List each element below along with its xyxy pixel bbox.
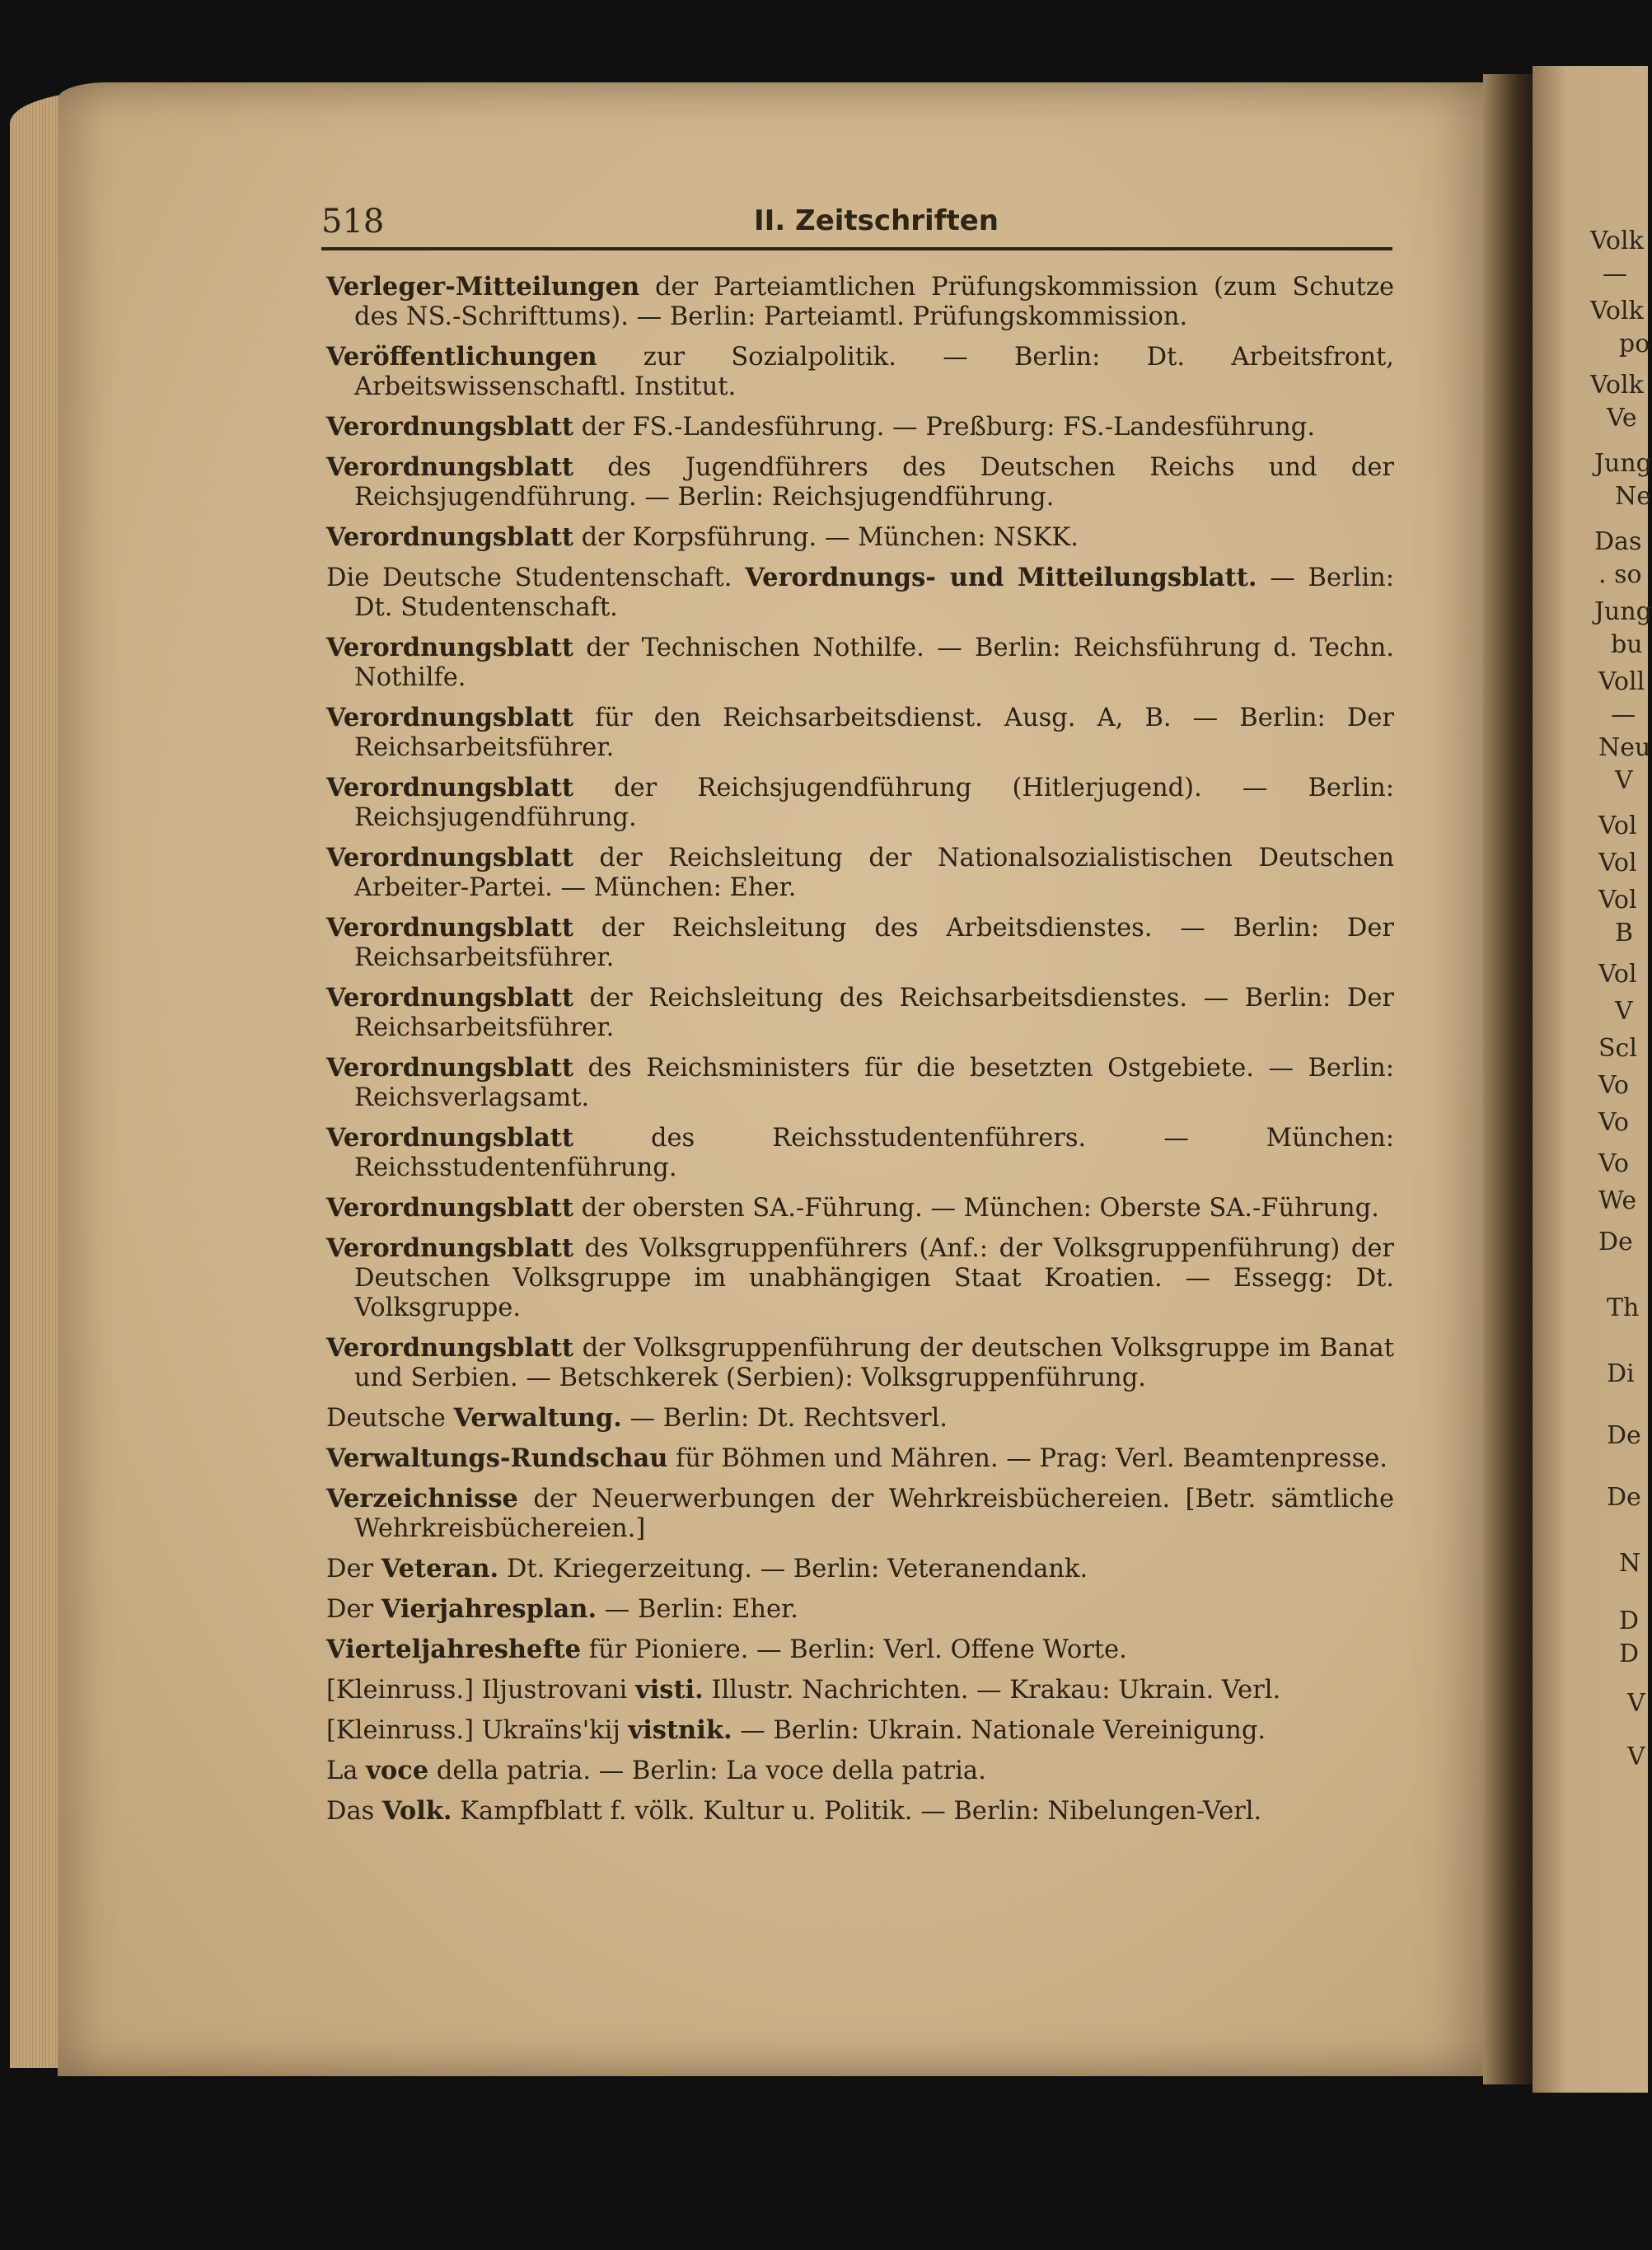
entry-text: des Reichsstudentenführers. — München: Reichsstudentenführung. xyxy=(354,1124,1394,1182)
next-page-fragment: Voll xyxy=(1598,667,1645,696)
entry-keyword: Verordnungsblatt xyxy=(326,1233,573,1263)
bibliography-entry xyxy=(326,452,1394,512)
entry-keyword: Verordnungsblatt xyxy=(326,1333,573,1363)
entry-text: des Volksgruppenführers (Anf.: der Volksgruppenführung) der Deutschen Volksgruppe im unabhängigen Staat Kroatien. — Essegg: Dt. Volksgruppe. xyxy=(354,1234,1394,1322)
next-page-fragment: Jung xyxy=(1594,449,1652,478)
entry-list xyxy=(326,272,1394,1836)
bibliography-entry xyxy=(326,913,1394,973)
entry-text: der Parteiamtlichen Prüfungskommission (zum Schutze des NS.-Schrifttums). — Berlin: Parteiamtl. Prüfungskommission. xyxy=(354,273,1394,331)
entry-keyword: Verordnungsblatt xyxy=(326,913,573,943)
bibliography-entry xyxy=(326,703,1394,763)
bibliography-entry xyxy=(326,1233,1394,1323)
entry-text: — Berlin: Dt. Studentenschaft. xyxy=(354,564,1395,622)
page-header xyxy=(321,198,1392,250)
bibliography-entry xyxy=(326,843,1394,903)
next-page-fragment: Vol xyxy=(1598,849,1637,877)
entry-keyword: Verordnungsblatt xyxy=(326,412,573,442)
entry-keyword: vistnik. xyxy=(628,1715,732,1745)
entry-text: der Reichsleitung der Nationalsozialistischen Deutschen Arbeiter-Partei. — München: Eher. xyxy=(354,844,1394,902)
bibliography-entry xyxy=(326,563,1394,623)
entry-text: Illustr. Nachrichten. — Krakau: Ukrain. Verl. xyxy=(703,1676,1281,1705)
entry-keyword: Vierteljahreshefte xyxy=(326,1635,582,1664)
next-page-fragment: Ve xyxy=(1607,404,1637,433)
next-page-fragment: — xyxy=(1611,700,1636,729)
bibliography-entry xyxy=(326,342,1394,402)
next-page-fragment: V xyxy=(1615,766,1633,795)
bibliography-entry xyxy=(326,1796,1394,1827)
next-page-fragment: Vo xyxy=(1598,1071,1629,1100)
entry-text: der Neuerwerbungen der Wehrkreisbüchereien. [Betr. sämtliche Wehrkreisbüchereien.] xyxy=(354,1485,1394,1543)
next-page-fragment: Th xyxy=(1607,1293,1640,1322)
next-page xyxy=(1533,66,1652,2093)
next-page-fragment: Scl xyxy=(1598,1034,1637,1063)
next-page-fragment: N xyxy=(1619,1549,1641,1578)
entry-keyword: Verordnungsblatt xyxy=(326,522,573,552)
entry-text: der Volksgruppenführung der deutschen Volksgruppe im Banat und Serbien. — Betschkerek (Serbien): Volksgruppenführung. xyxy=(354,1334,1394,1392)
entry-prefix: Der xyxy=(326,1595,381,1624)
bibliography-entry xyxy=(326,1635,1394,1665)
entry-text: zur Sozialpolitik. — Berlin: Dt. Arbeitsfront, Arbeitswissenschaftl. Institut. xyxy=(354,343,1394,401)
bibliography-entry xyxy=(326,1756,1394,1786)
bibliography-entry xyxy=(326,1403,1394,1434)
entry-keyword: visti. xyxy=(634,1675,704,1705)
next-page-fragment: V xyxy=(1627,1689,1645,1718)
next-page-fragment: Vo xyxy=(1598,1108,1629,1137)
entry-keyword: Volk. xyxy=(382,1796,452,1826)
entry-text: der Korpsführung. — München: NSKK. xyxy=(573,523,1079,552)
entry-text: der Reichsleitung des Arbeitsdienstes. — Berlin: Der Reichsarbeitsführer. xyxy=(354,914,1394,972)
entry-text: — Berlin: Dt. Rechtsverl. xyxy=(621,1404,948,1433)
entry-keyword: Verleger-Mitteilungen xyxy=(326,272,640,302)
entry-keyword: voce xyxy=(366,1756,429,1785)
entry-keyword: Verordnungsblatt xyxy=(326,452,573,482)
bibliography-entry xyxy=(326,272,1394,332)
entry-prefix: Die Deutsche Studentenschaft. xyxy=(326,564,746,592)
entry-keyword: Verordnungsblatt xyxy=(326,703,573,732)
bibliography-entry xyxy=(326,1333,1394,1393)
next-page-fragment: — xyxy=(1603,260,1627,288)
entry-keyword: Verwaltung. xyxy=(453,1403,622,1433)
bibliography-entry xyxy=(326,1554,1394,1584)
entry-prefix: [Kleinruss.] Ukraïns'kij xyxy=(326,1716,629,1745)
bibliography-entry xyxy=(326,522,1394,553)
next-page-fragment: po xyxy=(1619,330,1650,358)
entry-keyword: Verordnungsblatt xyxy=(326,1123,573,1153)
bibliography-entry xyxy=(326,1443,1394,1474)
bibliography-entry xyxy=(326,1053,1394,1113)
next-page-fragment: Volk xyxy=(1590,297,1644,325)
entry-text: der obersten SA.-Führung. — München: Oberste SA.-Führung. xyxy=(573,1194,1379,1223)
next-page-fragment: Das xyxy=(1594,527,1642,556)
entry-prefix: [Kleinruss.] Iljustrovani xyxy=(326,1676,635,1705)
entry-text: für Böhmen und Mähren. — Prag: Verl. Beamtenpresse. xyxy=(667,1444,1388,1473)
entry-keyword: Verordnungsblatt xyxy=(326,843,573,872)
entry-prefix: Das xyxy=(326,1797,382,1826)
bibliography-entry xyxy=(326,1193,1394,1223)
bibliography-entry xyxy=(326,1675,1394,1705)
entry-keyword: Verzeichnisse xyxy=(326,1484,518,1513)
bibliography-entry xyxy=(326,412,1394,442)
entry-keyword: Verordnungsblatt xyxy=(326,633,573,662)
entry-text: — Berlin: Eher. xyxy=(597,1595,799,1624)
next-page-fragment: De xyxy=(1607,1421,1641,1450)
next-page-fragment: Neu xyxy=(1598,733,1651,762)
bibliography-entry xyxy=(326,1594,1394,1625)
next-page-fragment: B xyxy=(1615,919,1634,947)
next-page-fragment: Vol xyxy=(1598,812,1637,840)
entry-text: Kampfblatt f. völk. Kultur u. Politik. — Berlin: Nibelungen-Verl. xyxy=(452,1797,1262,1826)
next-page-fragment: . so xyxy=(1598,560,1642,589)
entry-keyword: Verordnungsblatt xyxy=(326,1053,573,1083)
bibliography-entry xyxy=(326,1715,1394,1746)
next-page-fragment: Ne xyxy=(1615,482,1652,511)
entry-text: des Reichsministers für die besetzten Ostgebiete. — Berlin: Reichsverlagsamt. xyxy=(354,1054,1394,1112)
entry-keyword: Verordnungsblatt xyxy=(326,773,573,802)
next-page-fragment: Di xyxy=(1607,1359,1635,1388)
entry-prefix: Der xyxy=(326,1555,381,1583)
entry-keyword: Verordnungsblatt xyxy=(326,1193,573,1223)
bibliography-entry xyxy=(326,983,1394,1043)
next-page-fragment: We xyxy=(1598,1186,1637,1215)
next-page-fragment: De xyxy=(1607,1483,1641,1512)
entry-text: der Reichsjugendführung (Hitlerjugend). — Berlin: Reichsjugendführung. xyxy=(354,774,1394,832)
entry-text: della patria. — Berlin: La voce della patria. xyxy=(428,1756,986,1785)
entry-text: der Technischen Nothilfe. — Berlin: Reichsführung d. Techn. Nothilfe. xyxy=(354,634,1394,692)
page-number: 518 xyxy=(321,203,385,241)
entry-text: des Jugendführers des Deutschen Reichs und der Reichsjugendführung. — Berlin: Reichsjugendführung. xyxy=(354,453,1394,512)
bibliography-entry xyxy=(326,773,1394,833)
bibliography-entry xyxy=(326,1123,1394,1183)
next-page-fragment: D xyxy=(1619,1640,1640,1668)
next-page-fragment: Vo xyxy=(1598,1149,1629,1178)
entry-text: der Reichsleitung des Reichsarbeitsdienstes. — Berlin: Der Reichsarbeitsführer. xyxy=(354,984,1394,1042)
entry-text: Dt. Kriegerzeitung. — Berlin: Veteranendank. xyxy=(498,1555,1088,1583)
entry-prefix: Deutsche xyxy=(326,1404,454,1433)
next-page-fragment: bu xyxy=(1611,630,1643,659)
entry-text: für Pioniere. — Berlin: Verl. Offene Worte. xyxy=(581,1635,1127,1664)
entry-text: für den Reichsarbeitsdienst. Ausg. A, B. — Berlin: Der Reichsarbeitsführer. xyxy=(354,704,1394,762)
entry-text: — Berlin: Ukrain. Nationale Vereinigung. xyxy=(732,1716,1266,1745)
entry-keyword: Vierjahresplan. xyxy=(381,1594,597,1624)
next-page-fragment: De xyxy=(1598,1228,1633,1256)
running-title: II. Zeitschriften xyxy=(754,204,999,237)
bibliography-entry xyxy=(326,1484,1394,1544)
next-page-fragment: Jung xyxy=(1594,597,1652,626)
entry-text: der FS.-Landesführung. — Preßburg: FS.-Landesführung. xyxy=(573,413,1316,442)
next-page-fragment: Vol xyxy=(1598,960,1637,989)
entry-prefix: La xyxy=(326,1756,367,1785)
next-page-fragment: Volk xyxy=(1590,371,1644,400)
entry-keyword: Verordnungs- und Mitteilungsblatt. xyxy=(745,563,1257,592)
next-page-fragment: D xyxy=(1619,1607,1640,1635)
next-page-fragment: V xyxy=(1627,1742,1645,1771)
next-page-fragment: V xyxy=(1615,997,1633,1026)
entry-keyword: Veteran. xyxy=(381,1554,499,1583)
entry-keyword: Verordnungsblatt xyxy=(326,983,573,1013)
next-page-fragment: Volk xyxy=(1590,227,1644,255)
entry-keyword: Verwaltungs-Rundschau xyxy=(326,1443,668,1473)
bibliography-entry xyxy=(326,633,1394,693)
next-page-fragment: Vol xyxy=(1598,886,1637,915)
entry-keyword: Veröffentlichungen xyxy=(326,342,597,372)
